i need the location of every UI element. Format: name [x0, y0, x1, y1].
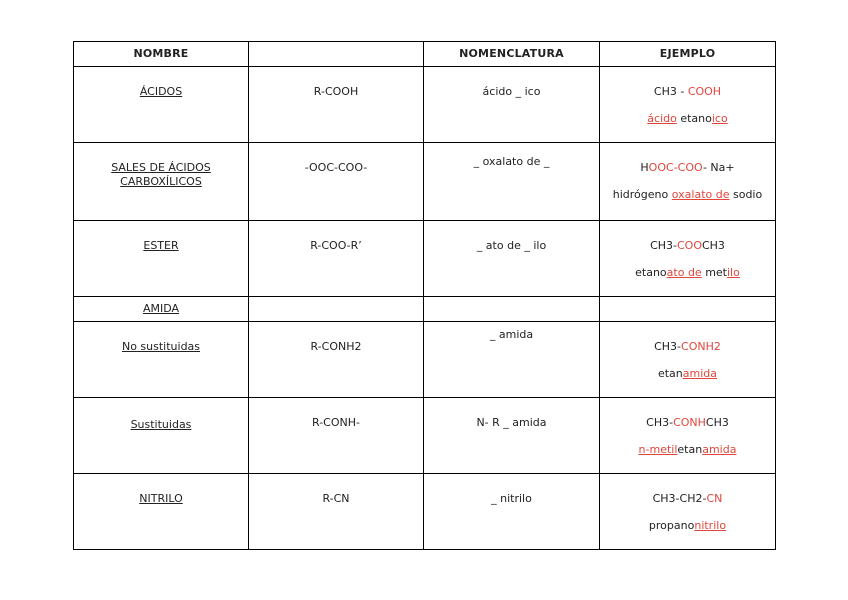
- nomenclatura-acidos: ácido _ ico: [482, 85, 541, 98]
- ejemplo-formula-nitrilo: CH3-CH2-CN: [652, 492, 723, 505]
- header-ejemplo: EJEMPLO: [600, 42, 776, 67]
- ejemplo-nombre-sales: hidrógeno oxalato de sodio: [612, 188, 763, 201]
- ejemplo-cell: [600, 297, 776, 322]
- nombre-amida: AMIDA: [142, 302, 180, 315]
- table-row: [74, 474, 776, 550]
- nombre-cell: [74, 322, 249, 398]
- nomenclatura-ester: _ ato de _ ilo: [476, 239, 547, 252]
- ejemplo-nombre-no-sustituidas: etanamida: [657, 367, 718, 380]
- header-row: [74, 42, 776, 67]
- ejemplo-cell: [600, 221, 776, 297]
- formula-sustituidas: R-CONH-: [312, 416, 360, 429]
- nomenclatura-no-sustituidas: _ amida: [489, 328, 534, 341]
- nomenclatura-cell: [424, 221, 600, 297]
- nombre-cell: [74, 67, 249, 143]
- header-nomenclatura: NOMENCLATURA: [424, 42, 600, 67]
- formula-cell: [249, 221, 424, 297]
- ejemplo-formula-ester: CH3-COOCH3: [650, 239, 725, 252]
- table-row: [74, 221, 776, 297]
- nombre-cell: [74, 297, 249, 322]
- table-row: [74, 143, 776, 221]
- ejemplo-formula-sustituidas: CH3-CONHCH3: [646, 416, 729, 429]
- nomenclatura-nitrilo: _ nitrilo: [491, 492, 532, 505]
- header-nombre: NOMBRE: [74, 42, 249, 67]
- table-row: [74, 297, 776, 322]
- table-row: [74, 322, 776, 398]
- nombre-cell: [74, 143, 249, 221]
- ejemplo-formula-no-sustituidas: CH3-CONH2: [654, 340, 721, 353]
- ejemplo-nombre-acidos: ácido etanoico: [647, 112, 728, 125]
- formula-cell: [249, 322, 424, 398]
- table-row: [74, 67, 776, 143]
- formula-ester: R-COO-R’: [310, 239, 362, 252]
- ejemplo-cell: [600, 143, 776, 221]
- nomenclatura-sales: _ oxalato de _: [473, 155, 550, 168]
- header-formula: [249, 42, 424, 67]
- formula-cell: [249, 67, 424, 143]
- formula-cell: [249, 398, 424, 474]
- formula-cell: [249, 297, 424, 322]
- formula-cell: [249, 143, 424, 221]
- nombre-no-sustituidas: No sustituidas: [121, 340, 201, 353]
- formula-acidos: R-COOH: [313, 85, 359, 98]
- ejemplo-formula-sales: HOOC-COO- Na+: [640, 161, 735, 174]
- nombre-cell: [74, 221, 249, 297]
- formula-nitrilo: R-CN: [322, 492, 350, 505]
- nomenclatura-cell: [424, 297, 600, 322]
- ejemplo-formula-acidos: CH3 - COOH: [653, 85, 722, 98]
- nomenclatura-cell: [424, 143, 600, 221]
- ejemplo-nombre-ester: etanoato de metilo: [635, 266, 740, 279]
- table-row: [74, 398, 776, 474]
- nomenclature-table: [73, 41, 776, 550]
- nombre-cell: [74, 474, 249, 550]
- formula-sales: -OOC-COO-: [304, 161, 368, 174]
- formula-cell: [249, 474, 424, 550]
- nomenclatura-sustituidas: N- R _ amida: [476, 416, 547, 429]
- nomenclatura-cell: [424, 322, 600, 398]
- formula-no-sustituidas: R-CONH2: [310, 340, 362, 353]
- nomenclatura-cell: [424, 474, 600, 550]
- ejemplo-nombre-sustituidas: n-metiletanamida: [638, 443, 737, 456]
- nombre-acidos: ÁCIDOS: [139, 85, 183, 98]
- ejemplo-cell: [600, 474, 776, 550]
- ejemplo-cell: [600, 322, 776, 398]
- nombre-nitrilo: NITRILO: [139, 492, 183, 505]
- nombre-sustituidas: Sustituidas: [130, 418, 192, 431]
- ejemplo-nombre-nitrilo: propanonitrilo: [648, 519, 727, 532]
- nombre-sales: SALES DE ÁCIDOS CARBOXÍLICOS: [111, 161, 211, 188]
- ejemplo-cell: [600, 398, 776, 474]
- nombre-ester: ESTER: [143, 239, 179, 252]
- ejemplo-cell: [600, 67, 776, 143]
- nomenclatura-cell: [424, 398, 600, 474]
- nomenclatura-cell: [424, 67, 600, 143]
- nombre-cell: [74, 398, 249, 474]
